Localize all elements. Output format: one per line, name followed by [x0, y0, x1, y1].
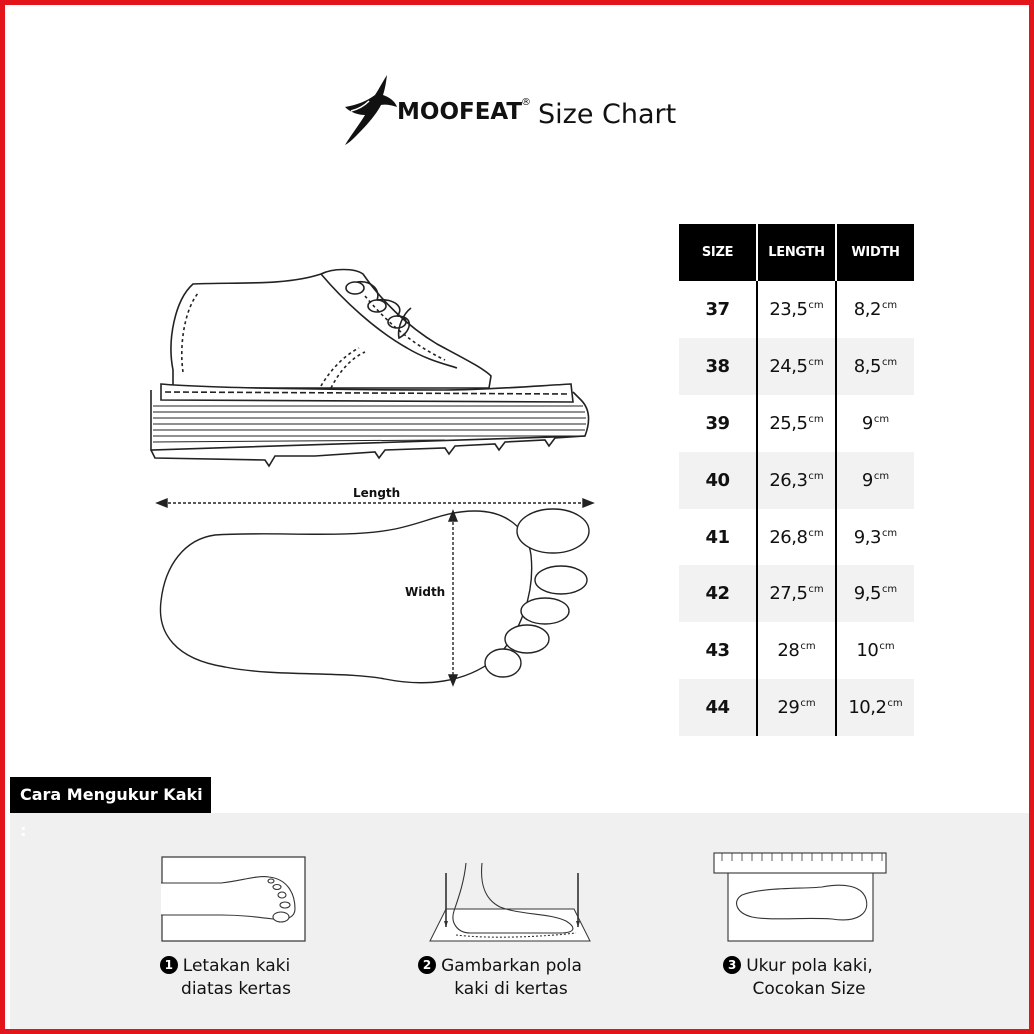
step-3-line1: Ukur pola kaki, — [746, 956, 873, 976]
size-cell — [679, 679, 757, 736]
column-header-width: WIDTH — [836, 224, 914, 281]
width-cell-value: 8,5 — [853, 355, 881, 377]
unit-label: cm — [808, 470, 824, 482]
width-cell-value: 9,5 — [853, 583, 881, 605]
size-cell — [679, 338, 757, 395]
unit-label: cm — [808, 356, 824, 368]
length-cell-value: 26,8 — [769, 526, 808, 548]
step-1-line2: diatas kertas — [181, 979, 291, 999]
size-cell — [679, 395, 757, 452]
unit-label: cm — [887, 698, 903, 710]
unit-label: cm — [879, 641, 895, 653]
step-1-number: 1 — [160, 956, 178, 974]
size-cell-value: 43 — [705, 640, 730, 662]
table-row — [679, 452, 914, 509]
unit-label: cm — [808, 527, 824, 539]
length-cell — [757, 452, 836, 509]
unit-label: cm — [873, 413, 890, 425]
ruler-measure-icon — [712, 851, 890, 945]
length-cell — [757, 679, 836, 736]
length-cell-value: 26,3 — [769, 469, 808, 491]
length-cell-value: 23,5 — [769, 298, 808, 320]
brand-name: MOOFEAT — [397, 99, 523, 125]
size-cell-value: 44 — [705, 697, 730, 719]
registered-mark: ® — [521, 97, 531, 108]
length-cell-value: 24,5 — [769, 355, 808, 377]
width-cell-value: 10,2 — [848, 697, 887, 719]
table-row — [679, 679, 914, 736]
length-cell-value: 25,5 — [769, 412, 808, 434]
width-cell-value: 9 — [861, 412, 873, 434]
length-cell — [757, 395, 836, 452]
width-cell — [836, 452, 914, 509]
width-cell-value: 8,2 — [853, 298, 881, 320]
step-2-text — [410, 955, 590, 1001]
size-cell-value: 38 — [705, 355, 730, 377]
unit-label: cm — [873, 470, 890, 482]
size-cell-value: 37 — [705, 298, 730, 320]
width-cell — [836, 565, 914, 622]
table-row — [679, 622, 914, 679]
length-cell — [757, 281, 836, 338]
length-cell — [757, 338, 836, 395]
foot-sole-illustration — [155, 483, 605, 693]
table-row — [679, 509, 914, 566]
width-cell — [836, 509, 914, 566]
step-2-line1: Gambarkan pola — [441, 956, 582, 976]
size-cell — [679, 281, 757, 338]
width-cell — [836, 395, 914, 452]
draw-foot-outline-icon — [410, 863, 610, 943]
unit-label: cm — [881, 299, 898, 311]
foot-on-paper-icon — [161, 853, 307, 943]
width-cell-value: 9 — [861, 469, 873, 491]
step-3-number: 3 — [723, 956, 741, 974]
length-cell-value: 29 — [777, 697, 800, 719]
size-cell-value: 39 — [705, 412, 730, 434]
size-cell — [679, 452, 757, 509]
length-label: Length — [353, 486, 401, 500]
width-cell-value: 10 — [856, 640, 879, 662]
how-to-measure-title: Cara Mengukur Kaki : — [10, 777, 211, 813]
swallow-bird-icon — [339, 71, 399, 145]
unit-label: cm — [800, 641, 816, 653]
table-row — [679, 338, 914, 395]
column-header-size: SIZE — [679, 224, 757, 281]
step-1-line1: Letakan kaki — [182, 956, 291, 976]
page-title: Size Chart — [538, 99, 677, 130]
unit-label: cm — [800, 698, 816, 710]
unit-label: cm — [881, 527, 898, 539]
width-cell — [836, 622, 914, 679]
length-cell — [757, 509, 836, 566]
step-2-number: 2 — [418, 956, 436, 974]
size-cell-value: 41 — [705, 526, 730, 548]
size-cell-value: 42 — [705, 583, 730, 605]
length-cell-value: 28 — [777, 640, 800, 662]
header — [335, 69, 695, 149]
unit-label: cm — [808, 299, 824, 311]
step-3-line2: Cocokan Size — [752, 979, 866, 999]
unit-label: cm — [808, 413, 824, 425]
step-1-text — [150, 955, 300, 1001]
size-cell — [679, 565, 757, 622]
unit-label: cm — [808, 584, 824, 596]
width-cell-value: 9,3 — [853, 526, 881, 548]
length-cell — [757, 622, 836, 679]
width-cell — [836, 679, 914, 736]
size-cell-value: 40 — [705, 469, 730, 491]
table-row — [679, 395, 914, 452]
width-cell — [836, 281, 914, 338]
width-cell — [836, 338, 914, 395]
table-header-row — [679, 224, 914, 281]
unit-label: cm — [881, 356, 898, 368]
unit-label: cm — [881, 584, 898, 596]
size-cell — [679, 509, 757, 566]
width-label: Width — [405, 585, 446, 599]
length-cell — [757, 565, 836, 622]
table-row — [679, 565, 914, 622]
shoe-side-illustration — [145, 260, 595, 470]
size-cell — [679, 622, 757, 679]
length-cell-value: 27,5 — [769, 583, 808, 605]
table-row — [679, 281, 914, 338]
step-2-line2: kaki di kertas — [454, 979, 568, 999]
step-3-text — [713, 955, 883, 1001]
size-table — [679, 224, 914, 736]
column-header-length: LENGTH — [757, 224, 836, 281]
